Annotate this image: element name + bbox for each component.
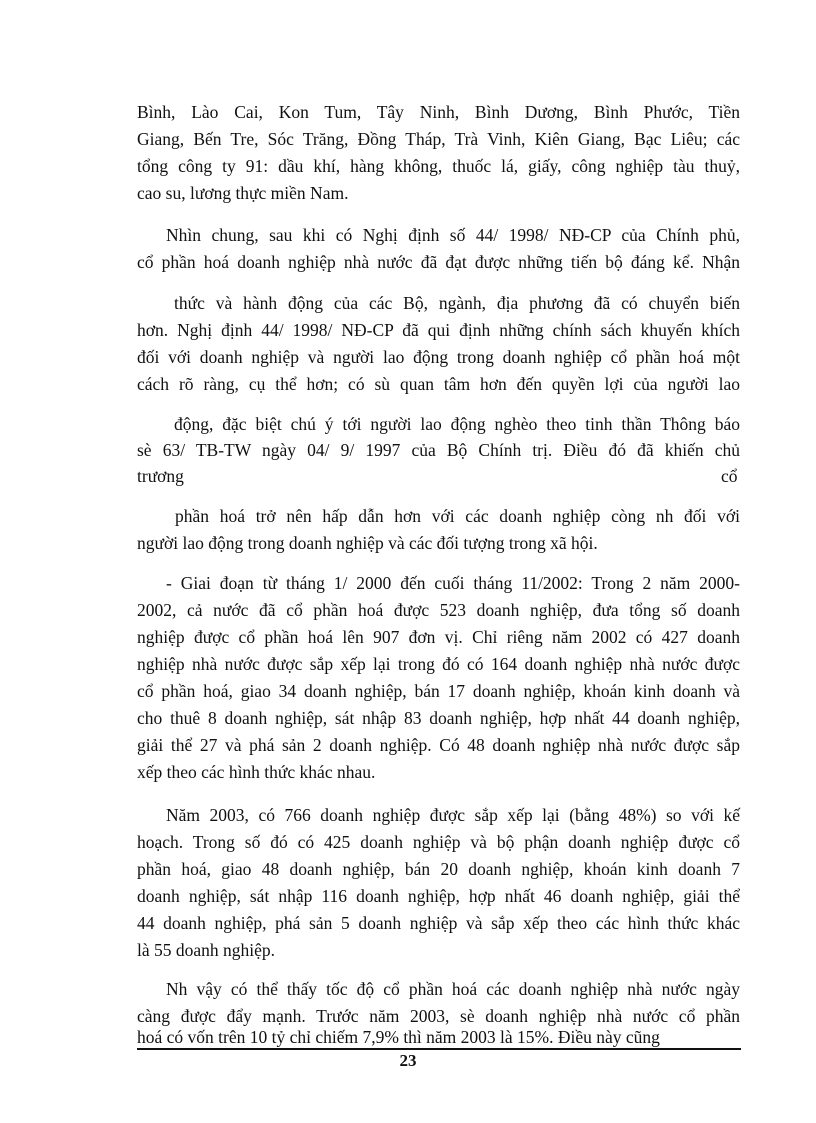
text-line: trương <box>137 466 184 486</box>
text-line: nghiệp được cổ phần hoá lên 907 đơn vị. Chỉ riêng năm 2002 có 427 doanh <box>137 627 740 647</box>
text-line: cách rõ ràng, cụ thể hơn; có sù quan tâm hơn đến quyền lợi của người lao <box>137 374 740 394</box>
text-line: cổ phần hoá doanh nghiệp nhà nước đã đạt được những tiến bộ đáng kể. Nhận <box>137 252 740 272</box>
text-line: Nh vậy có thể thấy tốc độ cổ phần hoá các doanh nghiệp nhà nước ngày <box>166 979 740 999</box>
text-line: nghiệp nhà nước được sắp xếp lại trong đó có 164 doanh nghiệp nhà nước được <box>137 654 740 674</box>
text-line: Giang, Bến Tre, Sóc Trăng, Đồng Tháp, Trà Vinh, Kiên Giang, Bạc Liêu; các <box>137 129 740 149</box>
text-line: hơn. Nghị định 44/ 1998/ NĐ-CP đã qui định những chính sách khuyến khích <box>137 320 740 340</box>
text-line: càng được đẩy mạnh. Trước năm 2003, sè doanh nghiệp nhà nước cổ phần <box>137 1006 740 1026</box>
text-line: thức và hành động của các Bộ, ngành, địa phương đã có chuyển biến <box>174 293 740 313</box>
text-line: 2002, cả nước đã cổ phần hoá được 523 doanh nghiệp, đưa tổng số doanh <box>137 600 740 620</box>
text-line: Nhìn chung, sau khi có Nghị định số 44/ 1998/ NĐ-CP của Chính phủ, <box>166 225 740 245</box>
text-line: - Giai đoạn từ tháng 1/ 2000 đến cuối tháng 11/2002: Trong 2 năm 2000- <box>166 573 740 593</box>
page-number: 23 <box>399 1051 417 1070</box>
text-line: hoạch. Trong số đó có 425 doanh nghiệp và bộ phận doanh nghiệp được cổ <box>137 832 740 852</box>
text-line: cổ phần hoá, giao 34 doanh nghiệp, bán 17 doanh nghiệp, khoán kinh doanh và <box>137 681 740 701</box>
text-line: động, đặc biệt chú ý tới người lao động nghèo theo tinh thần Thông báo <box>174 414 740 434</box>
text-line: phần hoá, giao 48 doanh nghiệp, bán 20 doanh nghiệp, khoán kinh doanh 7 <box>137 859 740 879</box>
text-line: tổng công ty 91: dầu khí, hàng không, thuốc lá, giấy, công nghiệp tàu thuỷ, <box>137 156 740 176</box>
text-line: sè 63/ TB-TW ngày 04/ 9/ 1997 của Bộ Chính trị. Điều đó đã khiến chủ <box>137 440 740 460</box>
text-line: Bình, Lào Cai, Kon Tum, Tây Ninh, Bình Dương, Bình Phước, Tiền <box>137 102 740 122</box>
text-line: cổ <box>721 466 738 486</box>
text-line: doanh nghiệp, sát nhập 116 doanh nghiệp, hợp nhất 46 doanh nghiệp, giải thể <box>137 886 740 906</box>
text-line: xếp theo các hình thức khác nhau. <box>137 762 376 782</box>
text-line: là 55 doanh nghiệp. <box>137 940 276 960</box>
text-line: Năm 2003, có 766 doanh nghiệp được sắp xếp lại (bằng 48%) so với kế <box>166 805 740 825</box>
text-line: người lao động trong doanh nghiệp và các đối tượng trong xã hội. <box>137 533 598 553</box>
text-line: giải thể 27 và phá sản 2 doanh nghiệp. Có 48 doanh nghiệp nhà nước được sắp <box>137 735 740 755</box>
text-line: 44 doanh nghiệp, phá sản 5 doanh nghiệp và sắp xếp theo các hình thức khác <box>137 913 740 933</box>
text-line: hoá có vốn trên 10 tỷ chỉ chiếm 7,9% thì năm 2003 là 15%. Điều này cũng <box>137 1027 660 1047</box>
text-line: cao su, lương thực miền Nam. <box>137 183 349 203</box>
text-line: đối với doanh nghiệp và người lao động trong doanh nghiệp cổ phần hoá một <box>137 347 740 367</box>
text-line: cho thuê 8 doanh nghiệp, sát nhập 83 doanh nghiệp, hợp nhất 44 doanh nghiệp, <box>137 708 740 728</box>
text-line: phần hoá trở nên hấp dẫn hơn với các doanh nghiệp còng nh đối với <box>175 506 740 526</box>
